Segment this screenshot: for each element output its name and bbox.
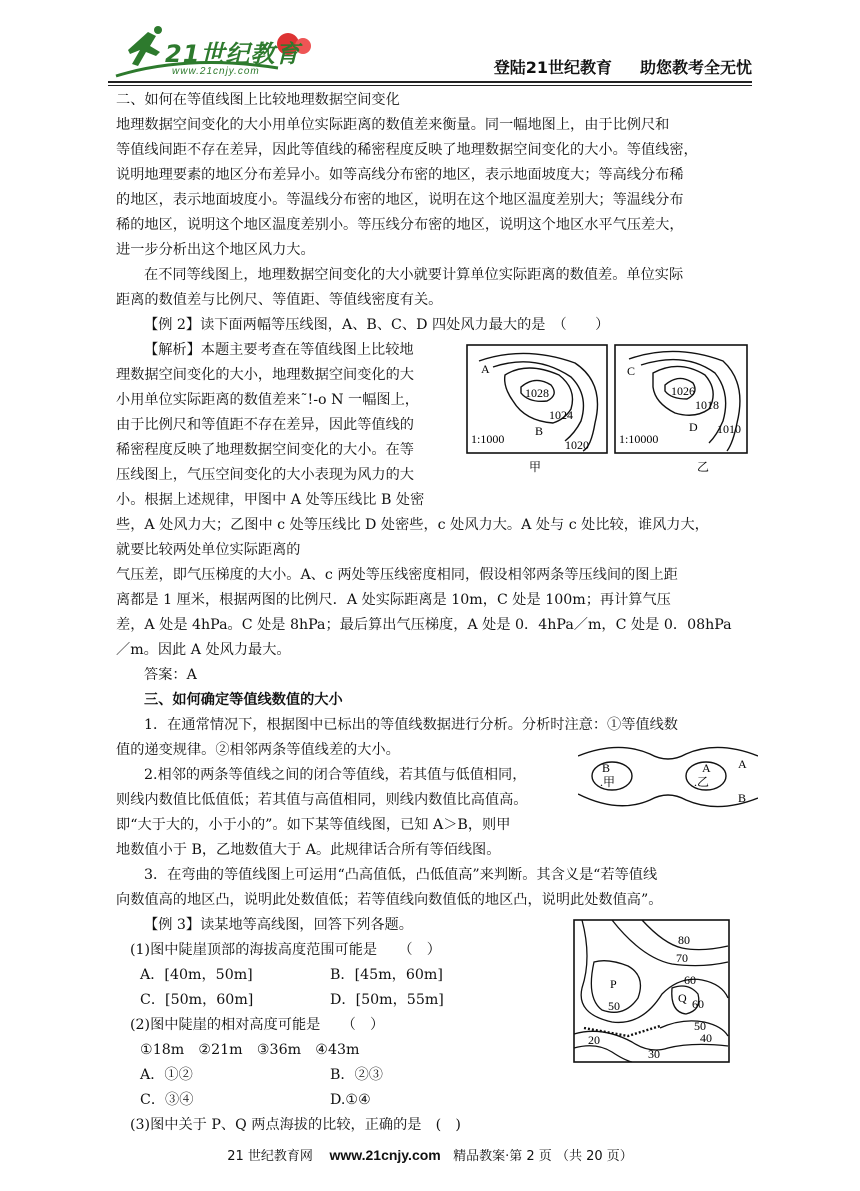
footer-page: 精品教案·第 2 页 （共 20 页） <box>453 1149 633 1164</box>
question-2: (2)图中陡崖的相对高度可能是 （ ） <box>130 1017 385 1033</box>
label-D: D <box>689 420 698 434</box>
para-line: 稀密程度反映了地理数据空间变化的大小。在等 <box>116 442 414 458</box>
para-line: 等值线间距不存在差异，因此等值线的稀密程度反映了地理数据空间变化的大小。等值线密， <box>116 142 698 158</box>
label-50-left: 50 <box>608 999 620 1013</box>
para-line: 进一步分析出这个地区风力大。 <box>116 242 315 258</box>
options-row <box>130 1088 570 1113</box>
para-line: 理数据空间变化的大小，地理数据空间变化的大 <box>116 367 414 383</box>
isobar-figure <box>465 343 750 485</box>
label-1010: 1010 <box>717 422 741 436</box>
example-2-continued <box>116 513 754 763</box>
label-70: 70 <box>676 951 688 965</box>
label-A: A <box>481 362 490 376</box>
para-line: 2.相邻的两条等值线之间的闭合等值线，若其值与低值相同， <box>144 767 527 783</box>
para-line: 气压差，即气压梯度的大小。A、c 两处等压线密度相同，假设相邻两条等压线间的图上距 <box>116 567 678 583</box>
label-1024: 1024 <box>549 408 573 422</box>
header-rule-thin <box>108 85 752 86</box>
label-1028: 1028 <box>525 386 549 400</box>
contour-figure-2 <box>578 742 758 814</box>
label-40: 40 <box>700 1031 712 1045</box>
option-c: C．③④ <box>140 1092 194 1108</box>
label-60-top: 60 <box>684 973 696 987</box>
label-60-right: 60 <box>692 997 704 1011</box>
option-b: B．②③ <box>330 1067 383 1083</box>
label-P: P <box>610 977 617 991</box>
caption-yi: 乙 <box>697 460 710 474</box>
option-a: A．[40m，50m] <box>140 967 253 983</box>
label-A-inner: A <box>702 761 711 775</box>
para-line: 地理数据空间变化的大小用单位实际距离的数值差来衡量。同一幅地图上，由于比例尺和 <box>116 117 670 133</box>
logo-text: 21世纪教育 <box>165 40 301 68</box>
para-line: 稀的地区，说明这个地区温度差别小。等压线分布密的地区，说明这个地区水平气压差大， <box>116 217 684 233</box>
page-footer <box>0 1145 860 1164</box>
para-line: 3．在弯曲的等值线图上可运用“凸高值低，凸低值高”来判断。其含义是“若等值线 <box>144 867 658 883</box>
scale-right: 1:10000 <box>619 432 659 446</box>
options-row <box>130 988 570 1013</box>
section-title: 三、如何确定等值线数值的大小 <box>144 692 343 708</box>
para-line: ／m。因此 A 处风力最大。 <box>116 642 291 658</box>
label-B: B <box>535 424 544 438</box>
label-Q: Q <box>678 991 687 1005</box>
header-rule <box>108 81 752 83</box>
slogan-right: 助您教考全无忧 <box>639 58 752 77</box>
slogan-left: 登陆21世纪教育 <box>493 58 612 77</box>
label-1020: 1020 <box>565 438 589 452</box>
para-line: 压线图上，气压空间变化的大小表现为风力的大 <box>116 467 414 483</box>
example-2-analysis <box>116 338 461 513</box>
label-50-right: 50 <box>694 1019 706 1033</box>
logo-url: www.21cnjy.com <box>172 66 260 77</box>
footer-url[interactable]: www.21cnjy.com <box>329 1147 441 1163</box>
option-b: B．[45m，60m] <box>330 967 443 983</box>
para-line: 在不同等线图上，地理数据空间变化的大小就要计算单位实际距离的数值差。单位实际 <box>144 267 684 283</box>
caption-jia: 甲 <box>529 460 542 474</box>
para-line: 地数值小于 B，乙地数值大于 A。此规律话合所有等佰线图。 <box>116 842 501 858</box>
label-B-outer: B <box>738 791 747 805</box>
footer-site: 21 世纪教育网 <box>227 1149 313 1164</box>
option-a: A．①② <box>140 1067 193 1083</box>
scale-left: 1:1000 <box>471 432 505 446</box>
para-line: 离都是 1 厘米，根据两图的比例尺．A 处实际距离是 10m，C 处是 100m；再计算气压 <box>116 592 671 608</box>
para-line: 由于比例尺和等值距不存在差异，因此等值线的 <box>116 417 414 433</box>
para-line: 则线内数值比低值低；若其值与高值相同，则线内数值比高值高。 <box>116 792 528 808</box>
contour-figure-3 <box>572 918 732 1066</box>
para-line: 即“大于大的，小于小的”。如下某等值线图，已知 A＞B，则甲 <box>116 817 511 833</box>
label-A-outer: A <box>738 757 747 771</box>
label-20: 20 <box>588 1033 600 1047</box>
options-row <box>130 963 570 988</box>
para-line: 说明地理要素的地区分布差异小。如等高线分布密的地区，表示地面坡度大；等高线分布稀 <box>116 167 684 183</box>
options-row <box>130 1063 570 1088</box>
question-3: (3)图中关于 P、Q 两点海拔的比较，正确的是 ( ) <box>130 1117 461 1133</box>
para-line: 1．在通常情况下，根据图中已标出的等值线数据进行分析。分析时注意：①等值线数 <box>144 717 678 733</box>
option-d: D．[50m，55m] <box>330 992 444 1008</box>
para-line: 值的递变规律。②相邻两条等值线差的大小。 <box>116 742 400 758</box>
question-2-items: ①18m ②21m ③36m ④43m <box>140 1042 360 1058</box>
para-line: 距离的数值差与比例尺、等值距、等值线密度有关。 <box>116 292 443 308</box>
para-line: 【解析】本题主要考查在等值线图上比较地 <box>144 342 414 358</box>
label-C: C <box>627 364 636 378</box>
label-B-inner: B <box>602 761 611 775</box>
example-3-question: 【例 3】读某地等高线图，回答下列各题。 <box>144 917 413 933</box>
para-line: 些，A 处风力大；乙图中 c 处等压线比 D 处密些，c 处风力大。A 处与 c 处比较，谁风力大， <box>116 517 709 533</box>
label-80: 80 <box>678 933 690 947</box>
para-line: 小。根据上述规律，甲图中 A 处等压线比 B 处密 <box>116 492 425 508</box>
option-c: C．[50m，60m] <box>140 992 254 1008</box>
option-d: D.①④ <box>330 1092 371 1108</box>
para-line: 向数值高的地区凸，说明此处数值低；若等值线向数值低的地区凸，说明此处数值高”。 <box>116 892 663 908</box>
section-3-rule-2 <box>116 763 586 863</box>
question-1: (1)图中陡崖顶部的海拔高度范围可能是 （ ） <box>130 942 441 958</box>
label-30: 30 <box>648 1047 660 1061</box>
label-1018: 1018 <box>695 398 719 412</box>
example-2-question: 【例 2】读下面两幅等压线图，A、B、C、D 四处风力最大的是 （ ） <box>144 317 610 333</box>
para-line: 就要比较两处单位实际距离的 <box>116 542 301 558</box>
answer: 答案：A <box>144 667 197 683</box>
example-3-questions <box>130 938 570 1138</box>
header-slogan <box>466 55 752 78</box>
section-2 <box>116 88 754 338</box>
label-jia: .甲 <box>600 775 616 789</box>
para-line: 小用单位实际距离的数值差来˜!-o N 一幅图上， <box>116 392 419 408</box>
label-1026: 1026 <box>671 384 695 398</box>
para-line: 的地区，表示地面坡度小。等温线分布密的地区，说明在这个地区温度差别大；等温线分布 <box>116 192 684 208</box>
label-yi: .乙 <box>694 775 710 789</box>
section-title: 二、如何在等值线图上比较地理数据空间变化 <box>116 92 400 108</box>
para-line: 差，A 处是 4hPa。C 处是 8hPa；最后算出气压梯度，A 处是 0．4hPa／m，C 处是 0．08hPa <box>116 617 732 633</box>
